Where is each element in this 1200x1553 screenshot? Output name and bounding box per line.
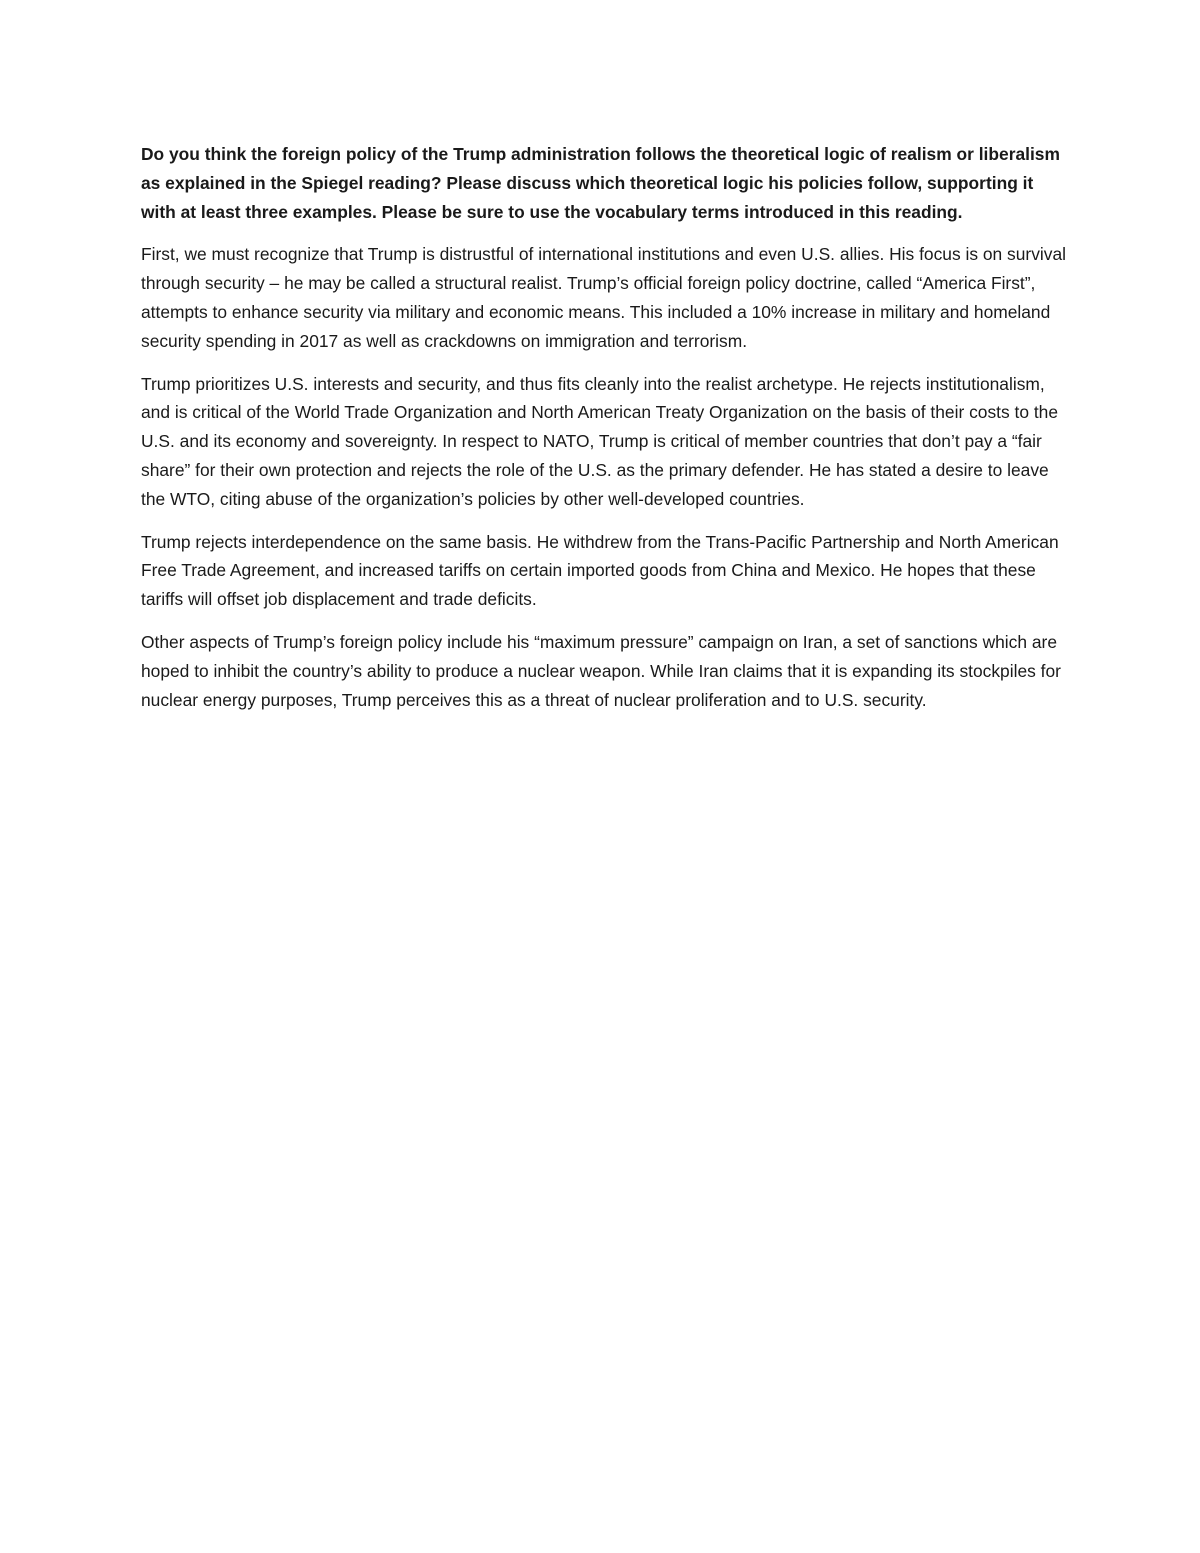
answer-paragraph: First, we must recognize that Trump is distrustful of international institutions and even U.S. allies. His focus is on survival through security – he may be called a structural realist. Trump’s official foreign policy doctrine, called “America First”, attempts to enhance security via military and economic means. This included a 10% increase in military and homeland security spending in 2017 as well as crackdowns on immigration and terrorism. <box>141 244 1066 351</box>
document-body <box>141 140 1066 728</box>
answer-paragraph: Trump prioritizes U.S. interests and security, and thus fits cleanly into the realist archetype. He rejects institutionalism, and is critical of the World Trade Organization and North American Treaty Organization on the basis of their costs to the U.S. and its economy and sovereignty. In respect to NATO, Trump is critical of member countries that don’t pay a “fair share” for their own protection and rejects the role of the U.S. as the primary defender. He has stated a desire to leave the WTO, citing abuse of the organization’s policies by other well-developed countries. <box>141 373 1059 509</box>
answer-paragraph: Other aspects of Trump’s foreign policy include his “maximum pressure” campaign on Iran, a set of sanctions which are hoped to inhibit the country’s ability to produce a nuclear weapon. While Iran claims that it is expanding its stockpiles for nuclear energy purposes, Trump perceives this as a threat of nuclear proliferation and to U.S. security. <box>141 631 1061 710</box>
question-prompt: Do you think the foreign policy of the Trump administration follows the theoretical logic of realism or liberalism as explained in the Spiegel reading? Please discuss which theoretical logic his policies follow, supporting it with at least three examples. Please be sure to use the vocabulary terms introduced in this reading. <box>141 144 1060 222</box>
answer-paragraph: Trump rejects interdependence on the same basis. He withdrew from the Trans-Pacific Partnership and North American Free Trade Agreement, and increased tariffs on certain imported goods from China and Mexico. He hopes that these tariffs will offset job displacement and trade deficits. <box>141 531 1059 610</box>
